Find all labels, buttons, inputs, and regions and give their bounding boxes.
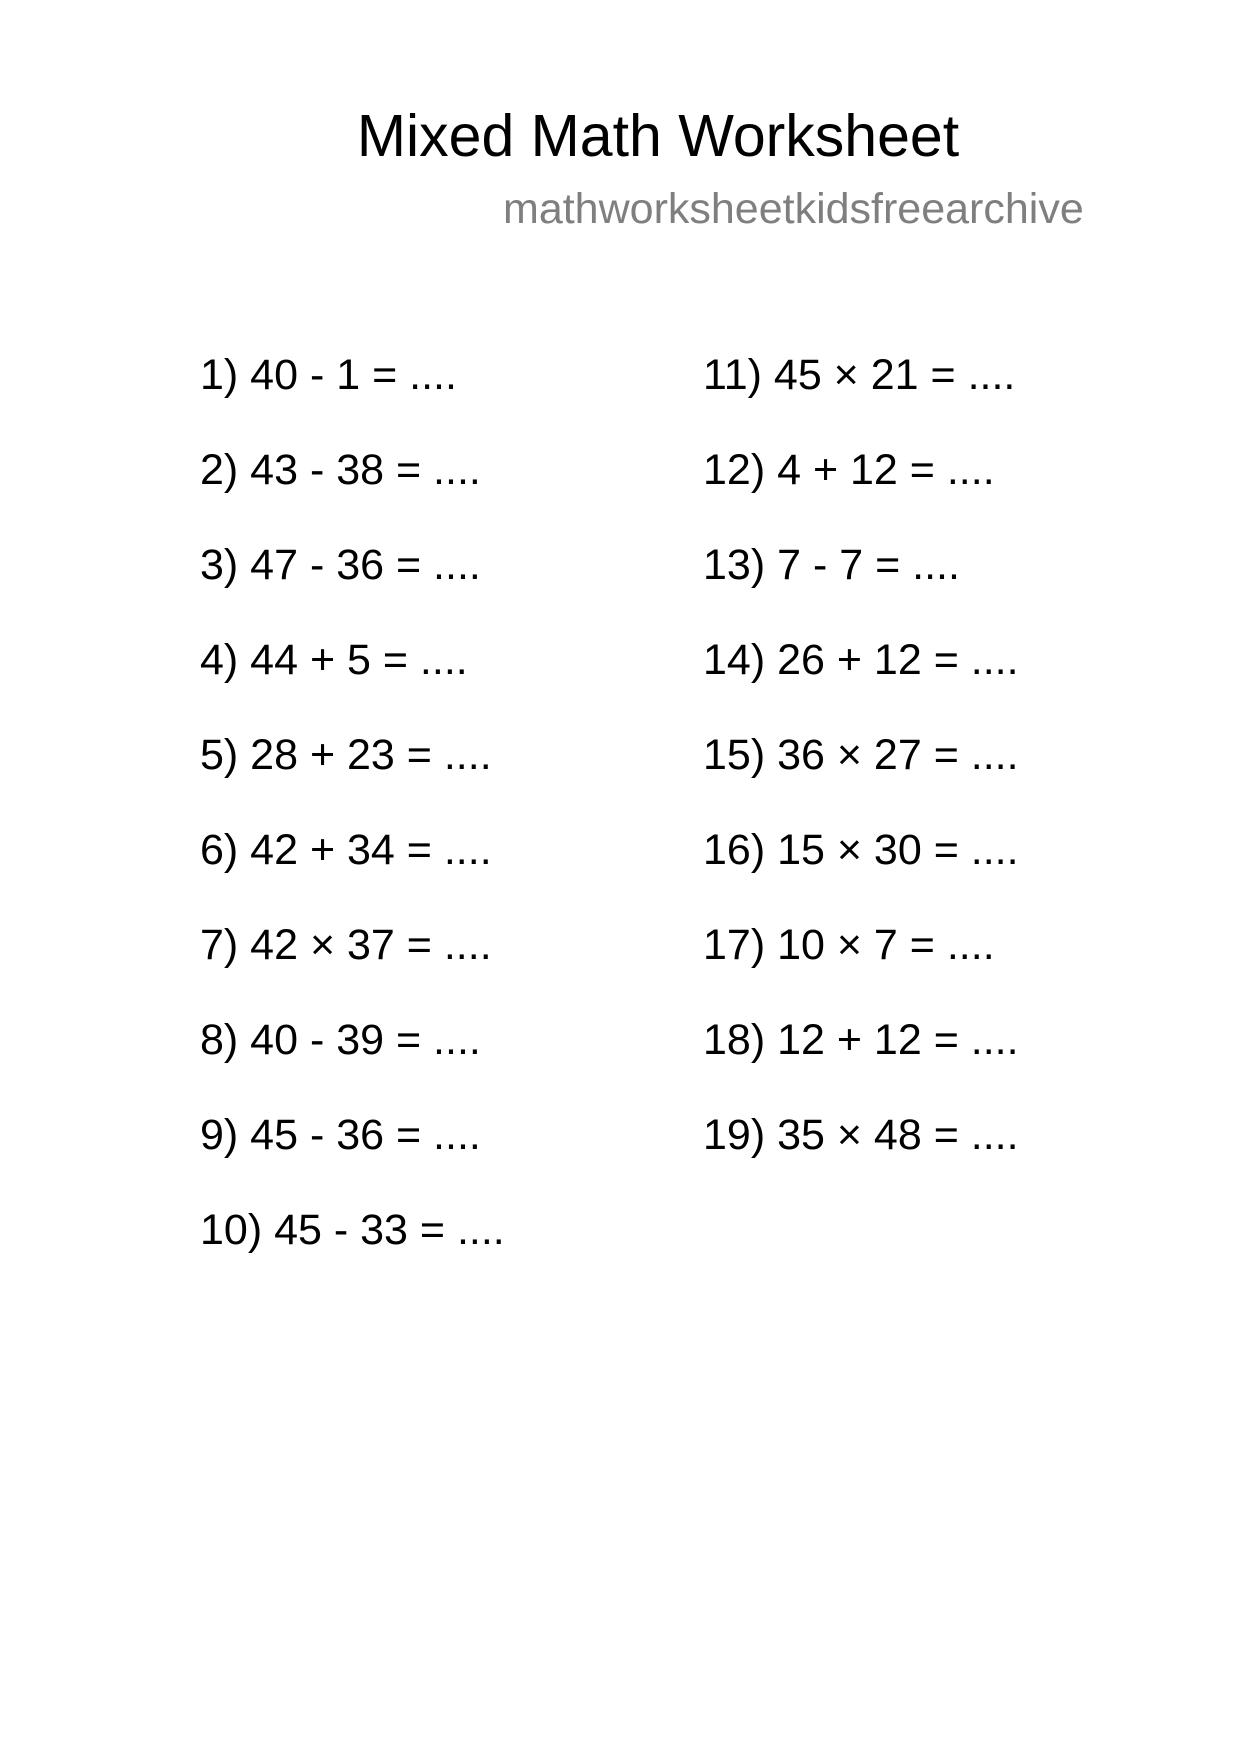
problem-item: 5) 28 + 23 = .... <box>200 731 492 779</box>
problem-item: 14) 26 + 12 = .... <box>703 636 1019 684</box>
problem-item: 10) 45 - 33 = .... <box>200 1206 505 1254</box>
problem-item: 1) 40 - 1 = .... <box>200 351 457 399</box>
problem-item: 6) 42 + 34 = .... <box>200 826 492 874</box>
problem-item: 9) 45 - 36 = .... <box>200 1111 481 1159</box>
problem-item: 4) 44 + 5 = .... <box>200 636 468 684</box>
problem-item: 2) 43 - 38 = .... <box>200 446 481 494</box>
problem-item: 18) 12 + 12 = .... <box>703 1016 1019 1064</box>
problem-item: 15) 36 × 27 = .... <box>703 731 1019 779</box>
problem-item: 12) 4 + 12 = .... <box>703 446 995 494</box>
problem-item: 19) 35 × 48 = .... <box>703 1111 1019 1159</box>
problem-item: 16) 15 × 30 = .... <box>703 826 1019 874</box>
problem-item: 13) 7 - 7 = .... <box>703 541 960 589</box>
page-title: Mixed Math Worksheet <box>356 103 960 169</box>
problem-item: 3) 47 - 36 = .... <box>200 541 481 589</box>
problem-item: 17) 10 × 7 = .... <box>703 921 995 969</box>
problem-item: 11) 45 × 21 = .... <box>703 351 1016 399</box>
problem-item: 8) 40 - 39 = .... <box>200 1016 481 1064</box>
source-watermark: mathworksheetkidsfreearchive <box>503 185 1084 233</box>
problem-item: 7) 42 × 37 = .... <box>200 921 492 969</box>
